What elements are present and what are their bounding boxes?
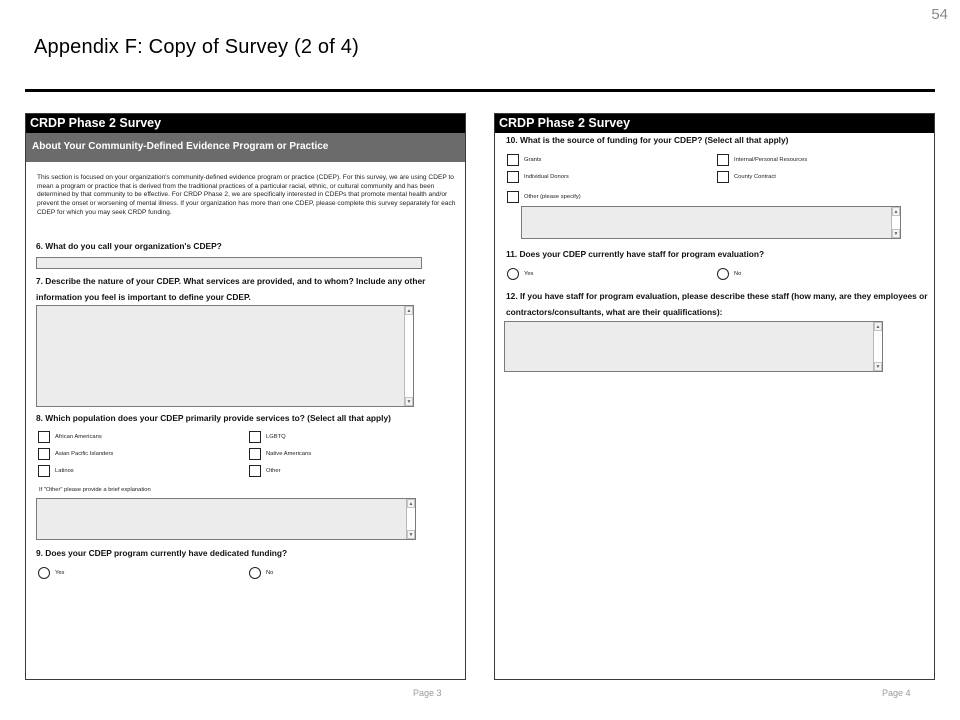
option-label: African Americans — [55, 434, 102, 440]
option-label: Yes — [524, 271, 534, 277]
checkbox[interactable] — [507, 171, 519, 183]
option-label: Native Americans — [266, 451, 312, 457]
question-6: 6. What do you call your organization's CDEP? — [36, 241, 222, 251]
scroll-up-arrow-icon[interactable]: ▲ — [406, 308, 412, 314]
option-label: County Contract — [734, 174, 776, 180]
section-title: About Your Community-Defined Evidence Program or Practice — [26, 133, 465, 162]
question-11: 11. Does your CDEP currently have staff for program evaluation? — [506, 249, 765, 259]
other-explanation-textarea[interactable] — [36, 498, 416, 540]
option-label: Internal/Personal Resources — [734, 157, 808, 163]
title-rule — [25, 89, 935, 92]
option-lgbtq[interactable] — [249, 431, 286, 443]
survey-header: CRDP Phase 2 Survey — [495, 114, 934, 133]
scroll-up-arrow-icon[interactable]: ▲ — [875, 324, 881, 330]
option-african-americans[interactable] — [38, 431, 102, 443]
question-10: 10. What is the source of funding for your CDEP? (Select all that apply) — [506, 135, 789, 145]
scroll-down-arrow-icon[interactable]: ▼ — [893, 231, 899, 237]
scroll-down-arrow-icon[interactable]: ▼ — [875, 364, 881, 370]
checkbox[interactable] — [249, 465, 261, 477]
option-label: No — [266, 570, 274, 576]
page-3-footer: Page 3 — [413, 688, 442, 698]
option-label: LGBTQ — [266, 434, 286, 440]
checkbox[interactable] — [249, 448, 261, 460]
scrollbar[interactable] — [891, 207, 900, 238]
option-internal-resources[interactable] — [717, 154, 807, 166]
question-12: 12. If you have staff for program evaluation, please describe these staff (how many, are they employees or contractors/consultants, what are their qualifications): — [506, 291, 928, 317]
scroll-up-arrow-icon[interactable]: ▲ — [893, 209, 899, 215]
option-funding-yes[interactable] — [38, 567, 64, 579]
radio-button[interactable] — [249, 567, 261, 579]
radio-button[interactable] — [717, 268, 729, 280]
option-label: Other (please specify) — [524, 194, 581, 200]
question-9: 9. Does your CDEP program currently have dedicated funding? — [36, 548, 288, 558]
option-label: Yes — [55, 570, 65, 576]
option-label: Asian Pacific Islanders — [55, 451, 114, 457]
option-asian-pacific-islanders[interactable] — [38, 448, 113, 460]
checkbox[interactable] — [717, 171, 729, 183]
survey-page-4 — [494, 113, 935, 680]
radio-button[interactable] — [38, 567, 50, 579]
other-explanation-label: If "Other" please provide a brief explanation — [39, 487, 151, 493]
scrollbar[interactable] — [873, 322, 882, 371]
radio-button[interactable] — [507, 268, 519, 280]
survey-page-3 — [25, 113, 466, 680]
option-label: Grants — [524, 157, 542, 163]
scroll-up-arrow-icon[interactable]: ▲ — [408, 501, 414, 507]
scroll-down-arrow-icon[interactable]: ▼ — [406, 399, 412, 405]
option-evaluation-yes[interactable] — [507, 268, 533, 280]
option-label: Latinos — [55, 468, 74, 474]
slide-title: Appendix F: Copy of Survey (2 of 4) — [34, 36, 359, 58]
scrollbar[interactable] — [406, 499, 415, 539]
option-native-americans[interactable] — [249, 448, 311, 460]
option-evaluation-no[interactable] — [717, 268, 741, 280]
option-other[interactable] — [249, 465, 281, 477]
scrollbar[interactable] — [404, 306, 413, 406]
cdep-description-textarea[interactable] — [36, 305, 414, 407]
question-7: 7. Describe the nature of your CDEP. What services are provided, and to whom? Include any other information you feel is important to define your CDEP. — [36, 276, 426, 302]
option-latinos[interactable] — [38, 465, 74, 477]
checkbox[interactable] — [38, 465, 50, 477]
option-county-contract[interactable] — [717, 171, 776, 183]
page-4-footer: Page 4 — [882, 688, 911, 698]
section-intro: This section is focused on your organization's community-defined evidence program or practice (CDEP). For this survey, we are using CDEP to mean a program or practice that is derived from the traditional practices of a particular racial, ethnic, or cultural community and has been determined by that community to be effective. For CRDP Phase 2, we are specifically interested in CDEPs that promote mental health and/or prevent the onset or worsening of mental illness. If your organization has more than one CDEP, please complete this survey separately for each CDEP for which you may seek CRDP funding. — [37, 174, 456, 216]
option-funding-no[interactable] — [249, 567, 273, 579]
scroll-down-arrow-icon[interactable]: ▼ — [408, 532, 414, 538]
option-grants[interactable] — [507, 154, 541, 166]
option-label: Individual Donors — [524, 174, 569, 180]
checkbox[interactable] — [507, 154, 519, 166]
option-other-specify[interactable] — [507, 191, 581, 203]
other-funding-textarea[interactable] — [521, 206, 901, 239]
checkbox[interactable] — [717, 154, 729, 166]
option-individual-donors[interactable] — [507, 171, 569, 183]
cdep-name-input[interactable] — [36, 257, 422, 269]
checkbox[interactable] — [249, 431, 261, 443]
option-label: Other — [266, 468, 281, 474]
checkbox[interactable] — [38, 431, 50, 443]
slide-number: 54 — [931, 6, 948, 23]
checkbox[interactable] — [38, 448, 50, 460]
checkbox[interactable] — [507, 191, 519, 203]
survey-header: CRDP Phase 2 Survey — [26, 114, 465, 133]
option-label: No — [734, 271, 742, 277]
question-8: 8. Which population does your CDEP primarily provide services to? (Select all that apply) — [36, 413, 391, 423]
evaluation-staff-textarea[interactable] — [504, 321, 883, 372]
